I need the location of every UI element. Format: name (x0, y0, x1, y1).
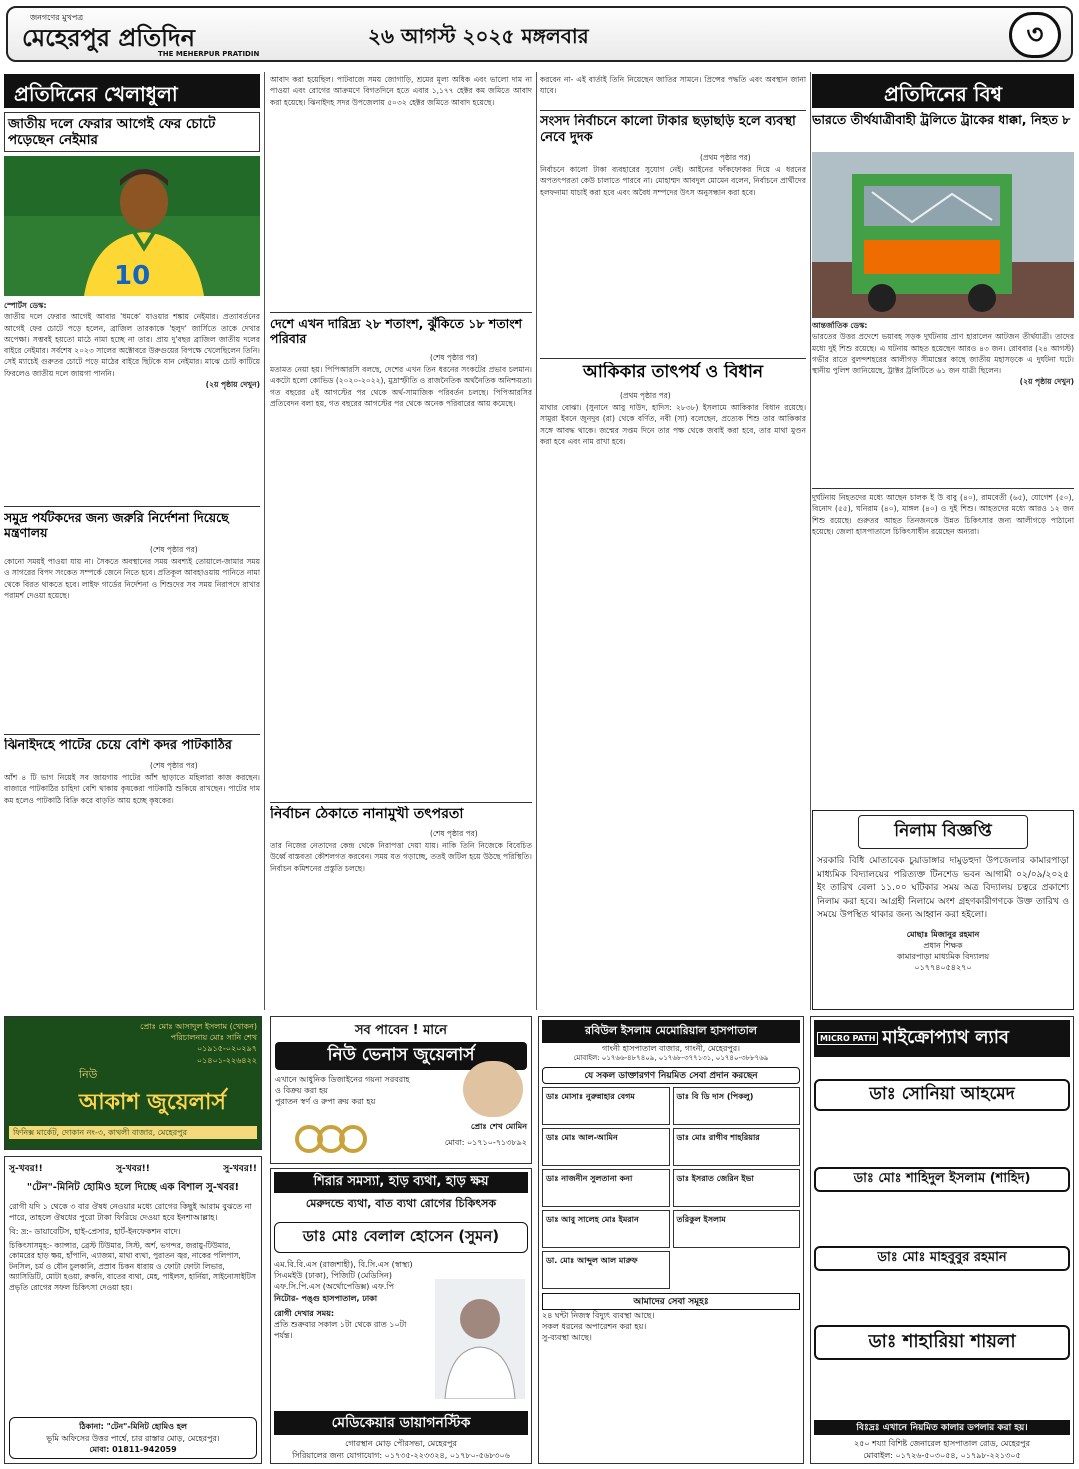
robiul-doctor-name: তরিকুল ইসলাম (676, 1214, 726, 1224)
robiul-doctor-name: ডাঃ মোঃ রাগীব শাহরিয়ার (676, 1132, 760, 1142)
election-headline: নির্বাচন ঠেকাতে নানামুখী তৎপরতা (270, 806, 464, 822)
homeo-promise: রোগী যদি ১ থেকে ৩ বার ঔষধ নেওয়ার মধ্যে রোগের কিছুই আরাম বুঝতে না পারে, তাহলে ঔষধের পুরো টাকা ফিরিয়ে দেওয়া হবে ইনশাআল্লাহ। (9, 1202, 252, 1223)
akash-address: ফিনিক্স মার্কেট, দোকান নং-৩, কাথলী বাজার, মেহেরপুর (9, 1126, 257, 1139)
svg-text:10: 10 (114, 261, 151, 291)
auction-school: কামারপাড়া মাধ্যমিক বিদ্যালয় (896, 951, 990, 961)
micropath-address: ২৫০ শয্যা বিশিষ্ট জেনারেল হাসপাতাল রোড, মেহেরপুর (853, 1438, 1031, 1448)
venus-line2: পুরাতন স্বর্ণ ও রুপা ক্রয় করা হয় (275, 1097, 376, 1107)
auction-notice (812, 810, 1074, 1010)
akash-owner2: পরিচালনায় মোঃ সানি শেখ (170, 1033, 257, 1043)
belal-institute: নিটোর- পঙ্গু হাসপাতাল, ঢাকা (274, 1293, 378, 1303)
column3-continuation: করবেন না- এই বার্তাই তিনি নিয়েছেন জাতির সামনে। প্রিন্সের পদ্ধতি এবং অবস্থান জানা যাবে। (540, 75, 806, 96)
robiul-doctor-name: ডাঃ আবু সালেহ মোঃ ইমরান (546, 1214, 639, 1224)
venus-owner: প্রোঃ শেখ মোমিন (470, 1122, 527, 1131)
masthead-name: মেহেরপুর প্রতিদিন (22, 23, 195, 52)
micropath-doctor-2: ডাঃ মোঃ শাহিদুল ইসলাম (শাহিদ) (814, 1167, 1070, 1192)
homeo-address: ভূমি অফিসের উত্তর পার্শ্বে, চার রাস্তার মোড়, মেহেরপুর। (46, 1433, 220, 1443)
belal-degree: এম.বি.বি.এস (রাজশাহী), বি.সি.এস (স্বাস্থ্য) (274, 1260, 413, 1269)
robiul-doctor-name: ডাঃ মোঃ আল-আমিন (546, 1132, 618, 1142)
jute-body: আঁশ ৪ টি ভাগ নিয়েই সব জায়গায় পাটের আঁশ ছাড়াতে মহিলারা কাজ করছেন। বাজারে পাটকাঠির চাহিদা বেশি থাকায় কৃষকেরা পাটকাঠি শুকিয়ে রাখছেন। পাটের দাম কম হলেও পাটকাঠি বিক্রি করে বাড়তি আয় হচ্ছে কৃষকের। (4, 773, 260, 805)
auction-role: প্রধান শিক্ষক (923, 940, 963, 950)
poverty-headline: দেশে এখন দারিদ্র্য ২৮ শতাংশ, ঝুঁকিতে ১৮ শতাংশ পরিবার (270, 316, 523, 346)
micropath-brand: MICRO PATH (817, 1032, 878, 1045)
robiul-doctor (673, 1210, 801, 1248)
rings-image (279, 1121, 399, 1157)
robiul-banner: যে সকল ডাক্তারগণ নিয়মিত সেবা প্রদান করছেন (542, 1067, 800, 1084)
akash-phone-1: ০১৯১৫-০২০২৯৭ (196, 1044, 257, 1054)
belal-degree3: এফ.সি.পি.এস (অর্থোপেডিক্স) এফ.পি (274, 1282, 395, 1292)
world-headline: ভারতে তীর্থযাত্রীবাহী ট্রলিতে ট্রাকের ধাক্কা, নিহত ৮ (812, 112, 1071, 127)
tourism-headline: সমুদ্র পর্যটকদের জন্য জরুরি নির্দেশনা দিয়েছে মন্ত্রণালয় (4, 510, 229, 540)
aqiqah-sub: (প্রথম পৃষ্ঠার পর) (620, 391, 671, 400)
belal-head1: শিরার সমস্যা, হাড় ব্যথা, হাড় ক্ষয় (274, 1172, 528, 1193)
auction-title: নিলাম বিজ্ঞপ্তি (858, 815, 1028, 849)
election-body: তার নিজের নেতাদের কেন্দ্র থেকে নিরাপত্তা দেয়া যায়। নাকি তিনি নিজেকে বিবেচিত উর্ধ্বে বাস্তবতা কৌশলগত করবেন। সময় যত গড়াচ্ছে, ততই জটিল হয়ে উঠছে পরিস্থিতি। নির্বাচন কমিশনের প্রস্তুতি চলছে। (270, 841, 532, 873)
auction-phone: ০১৭৭৪০৫৪২৭০ (914, 963, 972, 973)
sports-desk: স্পোর্টস ডেস্ক: (4, 301, 47, 310)
homeo-treatments: চিকিৎসাসমূহ:- ক্যান্সার, ব্রেস্ট টিউমার, সিস্ট, অর্শ, ভগন্দর, জরায়ু-টিউমার, কোমরের হাড় ক্ষয়, হাঁপানি, এ্যাজমা, মাথা ব্যথা, পুরাতন জ্বর, নাকের পলিপাস, টনসিল, চর্ম ও যৌন চুলকানি, প্রস্রাব চিকন ধারায় ও ফোটা ফোটা লিভার, অ্যাসিডিটি, মোটা হওয়া, রুকনি, বাতের ব্যথা, মেহ, পাইলস, হার্নিয়া, সাইনোসাইটিস প্রভৃতি রোগের সফল চিকিৎসা দেওয়া হয়। (9, 1240, 256, 1292)
neymar-photo (4, 156, 260, 296)
homeo-note: বি: দ্র:- ডায়াবেটিস, হাই-প্রেসার, হার্ট-ইনফেকশন বাদে। (9, 1227, 181, 1237)
robiul-doctor-name: ডাঃ ইসরাত জেরিন ইভা (676, 1173, 754, 1183)
robiul-doctor (542, 1128, 670, 1166)
world-desk: আন্তর্জাতিক ডেস্ক: (812, 321, 868, 330)
robiul-doctor (542, 1169, 670, 1207)
venus-phone: মোবা: ০১৭১০-৭১৩৮৯২ (444, 1138, 527, 1147)
sports-more: (২য় পৃষ্ঠায় দেখুন) (205, 379, 260, 389)
ad-venus-jewellers (270, 1016, 532, 1164)
robiul-doctor-name: ডা. মোঃ আব্দুল আল মারুফ (546, 1255, 638, 1265)
belal-center-address: গোরস্থান মোড় পৌরসভা, মেহেরপুর (345, 1438, 457, 1448)
ad-micropath-lab (810, 1016, 1074, 1464)
aqiqah-body: মাথার বোঝা। (সুনানে আবু দাউদ, হাদিস: ২৮৩৮) ইসলামে আকিকার বিধান রয়েছে। সামুরা ইবনে জুনদুব (রা) থেকে বর্ণিত, নবী (সা) বলেছেন, প্রত্যেক শিশু তার আকিকার সঙ্গে আবদ্ধ থাকে। জন্মের সপ্তম দিনে তার পক্ষ থেকে জবাই করা হবে, তার মাথা মুণ্ডন করা হবে এবং নাম রাখা হবে। (540, 403, 806, 446)
ad-robiul-hospital (538, 1016, 804, 1464)
robiul-name: রবিউল ইসলাম মেমোরিয়াল হাসপাতাল (542, 1020, 800, 1043)
world-section-title: প্রতিদিনের বিশ্ব (812, 74, 1074, 108)
akash-phone-2: ০১৪০১-২২৬৪২২ (196, 1055, 257, 1065)
masthead-tagline: জনগণের মুখপত্র (30, 13, 84, 22)
robiul-service-1: ২৪ ঘন্টা নিজস্ব বিদ্যুৎ ব্যবস্থা আছে। (542, 1310, 655, 1320)
robiul-doctor-name: ডাঃ বি ডি দাস (পিকলু) (676, 1091, 754, 1101)
akash-name: আকাশ জুয়েলার্স (79, 1089, 226, 1115)
poverty-sub: (শেষ পৃষ্ঠার পর) (430, 353, 478, 362)
aqiqah-headline: আকিকার তাৎপর্য ও বিধান (582, 362, 764, 382)
world-more: (২য় পৃষ্ঠায় দেখুন) (1019, 377, 1074, 387)
micropath-doctor-4: ডাঃ শাহারিয়া শায়লা (814, 1325, 1070, 1360)
homeo-tag-3: সু-খবর!! (223, 1164, 257, 1174)
homeo-headline: "টেন"-মিনিট হোমিও হলে দিচ্ছে এক বিশাল সু-খবর! (26, 1182, 240, 1193)
robiul-service-2: সকল ধরনের অপারেশন করা হয়। (542, 1322, 647, 1332)
page-number: ৩ (1009, 12, 1061, 58)
akash-owner: প্রোঃ মোঃ আসাদুল ইসলাম (খোকন) (140, 1022, 257, 1031)
robiul-service-3: সু-ব্যবস্থা আছে। (542, 1333, 592, 1343)
robiul-doctor (673, 1087, 801, 1125)
belal-serial: সিরিয়ালের জন্য যোগাযোগ: ০১৭৩৫-২২৩৩২৪, ০১৭৮০-৫৬৮৩০৬ (292, 1450, 510, 1460)
belal-name: ডাঃ মোঃ বেলাল হোসেন (সুমন) (274, 1222, 528, 1253)
akash-pre: নিউ (79, 1067, 98, 1081)
money-sub: (প্রথম পৃষ্ঠার পর) (700, 153, 751, 162)
micropath-doctor-1: ডাঃ সোনিয়া আহমেদ (814, 1079, 1070, 1111)
homeo-tag-2: সু-খবর!! (116, 1164, 150, 1174)
ad-akash-jewellers (4, 1016, 262, 1150)
election-sub: (শেষ পৃষ্ঠার পর) (430, 829, 478, 838)
robiul-doctor-name: ডাঃ মোসাঃ নুরুন্নাহার বেগম (546, 1091, 635, 1101)
venus-top: সব পাবেন ! মানে (354, 1023, 448, 1038)
micropath-name: মাইক্রোপ্যাথ ল্যাব (882, 1027, 1009, 1048)
ad-dr-belal (270, 1168, 532, 1464)
belal-degree2: সিএমইউ (ঢাকা), পিজিটি (মেডিসিন) (274, 1271, 392, 1281)
belal-head2: মেরুদন্ডে ব্যথা, বাত ব্যথা রোগের চিকিৎসক (305, 1197, 497, 1210)
ad-ten-minute-homeo (4, 1156, 262, 1464)
belal-center: মেডিকেয়ার ডায়াগনস্টিক (274, 1411, 528, 1435)
column4-continuation: দুর্ঘটনায় নিহতদের মধ্যে আছেন চালক ই উ বাবু (৪০), রামবেতী (৬৫), যোগেশ (৫০), বিনোদ (৫৫), ঘনিরাম (৪০), মাঙ্গল (৪০) ও দুই শিশু। আহতদের মধ্যে আরও ১২ জন শিশু রয়েছে। গুরুতর আহত তিনজনকে উন্নত চিকিৎসার জন্য আলীগড়ে পাঠানো হয়েছে। জেলা হাসপাতালে চিকিৎসাধীন রয়েছেন অন্যরা। (812, 493, 1074, 536)
robiul-doctor (542, 1087, 670, 1125)
tourism-sub: (শেষ পৃষ্ঠার পর) (150, 545, 198, 554)
sports-body: জাতীয় দলে ফেরার আগেই আবার 'ধমকে' যাওয়ার শঙ্কায় নেইমার। প্রত্যাবর্তনের আগেই ফের চোটে পড়ে হলেন, ব্রাজিল তারকাকে 'হলুদ' জার্সিতে তাকে দেখার অপেক্ষা। সম্ভবই হয়তো মাঠে নামা হচ্ছে না তার। প্রায় দু'বছর ব্রাজিল জাতীয় দলের বাইরে নেইমার। সর্বশেষ ২০২৩ সালের অক্টোবরে উরুগুয়ের বিপক্ষে খেলেছিলেন তিনি। সেই ম্যাচেই গুরুতর চোটে পড়ে মাঠের বাইরে ছিটকে যান নেইমার। মাঝে চোট কাটিয়ে ফিরলেও জাতীয় দলে জায়গা পাননি। (4, 312, 260, 378)
robiul-doctor (673, 1128, 801, 1166)
belal-time-label: রোগী দেখার সময়: (274, 1308, 335, 1318)
jute-sub: (শেষ পৃষ্ঠার পর) (150, 761, 198, 770)
money-body: নির্বাচনে কালো টাকা ব্যবহারের সুযোগ নেই। আইনের ফাঁকফোকর দিয়ে এ ধরনের অপতৎপরতা কেউ চালাতে পারবে না। মোহাম্মদ আবদুল মোমেন বলেন, নির্বাচনে প্রার্থীদের হলফনামা যাচাই করা হবে এবং অবৈধ সম্পদের উৎস অনুসন্ধান করা হবে। (540, 165, 806, 197)
robiul-services-title: আমাদের সেবা সমূহঃ (542, 1293, 800, 1310)
poverty-body: মতামত নেয়া হয়। পিপিআরসি বলছে, দেশের এখন তিন ধরনের সংকটের প্রভাব চলমান। একটো হলো কোভিড (২০২০-২০২২), মুদ্রাস্ফীতি ও রাজনৈতিক অর্থনৈতিক অনিশ্চয়তা। গত বছরের ৫ই আগস্টের পর থেকে অর্থ-সামাজিক পরিবর্তন চলছে। পিপিআরসির প্রতিবেদন বলা হয়, গত বছরের আগস্টের পর থেকে অনেক পরিবারের আয় কমেছে। (270, 365, 532, 408)
tourism-body: কোনো সময়ই পাওয়া যায় না। সৈকতে অবস্থানের সময় অবশ্যই তোয়ালে-জামার সময় ও সাগরের বিপদ সংকেত সম্পর্কে জেনে নিতে হবে। প্রতিকূল আবহাওয়ায় পানিতে নামা থেকে বিরত থাকতে হবে। লাইফ গার্ডের নির্দেশনা ও শিশুদের সব সময় নিরাপদে রাখার পরামর্শ দেওয়া হয়েছে। (4, 557, 260, 600)
money-headline: সংসদ নির্বাচনে কালো টাকার ছড়াছড়ি হলে ব্যবস্থা নেবে দুদক (540, 114, 796, 145)
sports-headline: জাতীয় দলে ফেরার আগেই ফের চোটে পড়েছেন নেইমার (4, 112, 260, 152)
robiul-phone: মোবাইল: ০১৭৬৬-৪৮৭৪০৯, ০১৭৬৮-৩৭৭১৩১, ০১৭৪০-৩৮৮৭৬৯ (573, 1054, 769, 1063)
venus-owner-photo (463, 1061, 523, 1117)
micropath-notice: বিঃদ্রঃ এখানে নিয়মিত কালার ডপলার করা হয়। (814, 1420, 1070, 1435)
masthead (6, 6, 1073, 62)
homeo-tag-1: সু-খবর!! (9, 1164, 43, 1174)
micropath-phone: মোবাইল: ০১৭২৬-৫০৩০৫৪, ০১৭৯৮-২২১৩০৫ (863, 1450, 1021, 1460)
issue-date: ২৬ আগস্ট ২০২৫ মঙ্গলবার (368, 24, 589, 48)
robiul-doctor (542, 1251, 670, 1289)
robiul-doctor (542, 1210, 670, 1248)
robiul-doctor-name: ডাঃ নাজনীন সুলতানা কনা (546, 1173, 633, 1183)
truck-accident-photo (812, 152, 1074, 318)
auction-signer: মোছাঃ মিজানুর রহমান (906, 929, 980, 939)
venus-name: নিউ ভেনাস জুয়েলার্স (275, 1042, 527, 1070)
sports-section-title: প্রতিদিনের খেলাধুলা (4, 74, 260, 108)
robiul-sub: গাংনী হাসপাতাল বাজার, গাংনী, মেহেরপুর। (601, 1044, 741, 1053)
micropath-doctor-3: ডাঃ মোঃ মাহবুবুর রহমান (814, 1246, 1070, 1271)
auction-body: সরকারি বিধি মোতাবেক চুয়াডাঙ্গার দামুড়হুদা উপজেলার কামারপাড়া মাধ্যমিক বিদ্যালয়ের পরিত্যক্ত টিনশেড ভবন আগামী ০২/০৯/২০২৫ ইং তারিখ বেলা ১১.০০ ঘটিকার সময় অত্র বিদ্যালয় চত্বরে প্রকাশ্যে নিলাম করা হবে। আগ্রহী নিলামে অংশ গ্রহণকারীগণকে উক্ত তারিখ ও সময়ে উপস্থিত থাকার জন্য আহ্বান করা হইলো। (817, 856, 1069, 920)
robiul-doctor (673, 1169, 801, 1207)
jute-headline: ঝিনাইদহে পাটের চেয়ে বেশি কদর পাটকাঠির (4, 738, 232, 753)
venus-line1: এখানে আধুনিক ডিজাইনের গয়না সরবরাহ ও বিক্রয় করা হয় (275, 1075, 410, 1096)
world-body: ভারতের উত্তর প্রদেশে ভয়াবহ সড়ক দুর্ঘটনায় প্রাণ হারালেন আটজন তীর্থযাত্রী। তাদের মধ্যে দুই শিশু রয়েছে। এ ঘটনায় আহত হয়েছেন আরও ৪৩ জন। রোববার (২৪ আগস্ট) গভীর রাতে বুলন্দশহরের আলীগড় সীমান্তের কাছে জাতীয় মহাসড়কে এ দুর্ঘটনা ঘটে। স্থানীয় পুলিশ জানিয়েছে, ট্রাক্টর ট্রলিটিতে ৬১ জন যাত্রী ছিলেন। (812, 332, 1074, 375)
belal-time: প্রতি শুক্রবার সকাল ১টা থেকে রাত ১০টা পর্যন্ত। (274, 1319, 407, 1341)
masthead-name-en: THE MEHERPUR PRATIDIN (158, 50, 260, 58)
belal-photo (435, 1279, 525, 1399)
homeo-phone: মোবা: 01811-942059 (89, 1444, 177, 1454)
homeo-address-label: ঠিকানা: "টেন"-মিনিট হোমিও হল (79, 1422, 187, 1432)
column2-continuation: আবাদ করা হয়েছিল। পাটবাজে সময় জোগাড়ি, শ্রমের মূল্য অধিক এবং ভালো দাম না পাওয়া এবং রোগের আক্রমণে বিগতদিনে হতে এবার ১,১৭৭ হেক্টর কম জমিতে আবাদ করা হয়েছে। ঝিনাইদহ সদর উপজেলায় ৫০৩২ হেক্টর জমিতে আবাদ হয়েছে। (270, 75, 532, 107)
